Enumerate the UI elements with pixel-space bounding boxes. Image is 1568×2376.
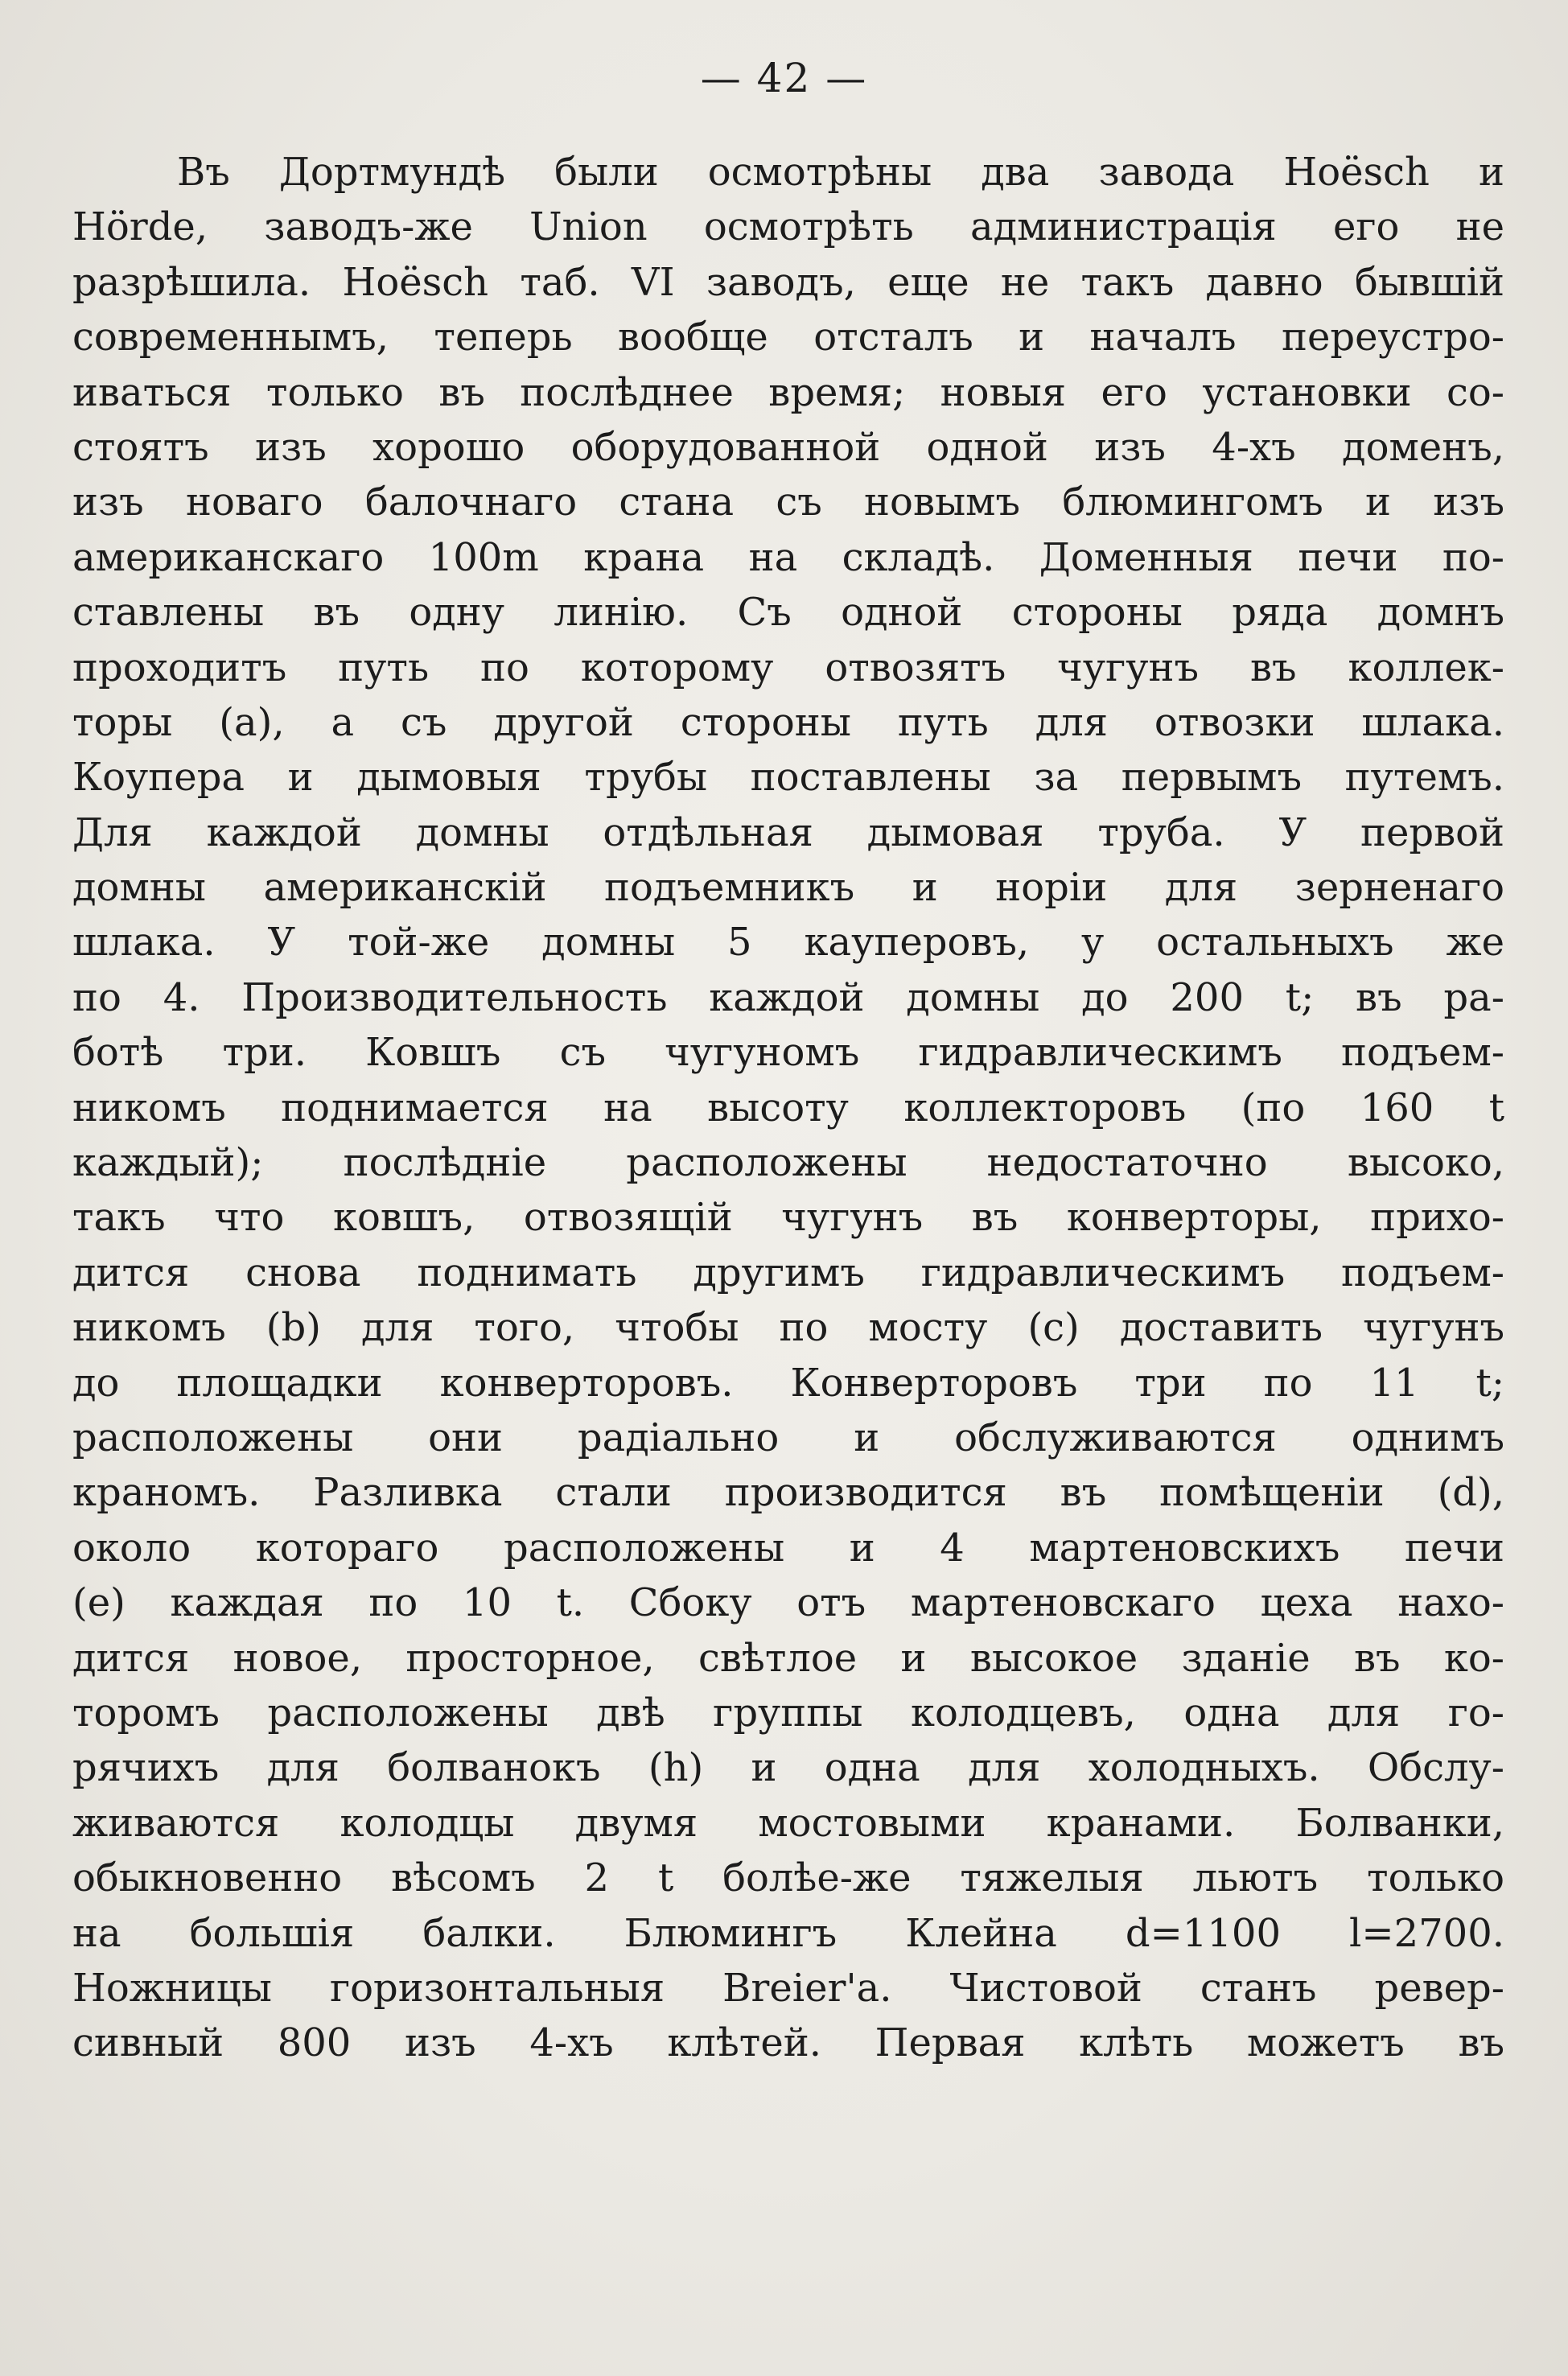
text-line: изъ новаго балочнаго стана съ новымъ блюмингомъ и изъ: [72, 480, 1504, 525]
text-line: расположены они радіально и обслуживаются однимъ: [72, 1414, 1504, 1460]
text-line: живаются колодцы двумя мостовыми кранами. Болванки,: [72, 1800, 1504, 1846]
text-line: никомъ (b) для того, чтобы по мосту (c) доставить чугунъ: [72, 1305, 1504, 1351]
text-line: никомъ поднимается на высоту коллекторовъ (по 160 t: [72, 1085, 1504, 1130]
text-line: современнымъ, теперь вообще отсталъ и началъ переустро-: [72, 315, 1504, 360]
text-line: (e) каждая по 10 t. Сбоку отъ мартеновскаго цеха нахо-: [72, 1580, 1504, 1626]
text-line: домны американскій подъемникъ и норіи для зерненаго: [72, 865, 1504, 911]
text-line: торы (а), а съ другой стороны путь для отвозки шлака.: [72, 699, 1504, 745]
text-line: такъ что ковшъ, отвозящій чугунъ въ конверторы, прихо-: [72, 1195, 1504, 1241]
text-line: шлака. У той-же домны 5 кауперовъ, у остальныхъ же: [72, 920, 1504, 966]
text-line: разрѣшила. Hoësch таб. VI заводъ, еще не такъ давно бывшій: [72, 259, 1504, 305]
text-line: Въ Дортмундѣ были осмотрѣны два завода Hoësch и: [177, 150, 1504, 195]
text-line: Коупера и дымовыя трубы поставлены за первымъ путемъ.: [72, 755, 1504, 801]
text-line: Для каждой домны отдѣльная дымовая труба. У первой: [72, 809, 1504, 855]
text-line: на большія балки. Блюмингъ Клейна d=1100 l=2700.: [72, 1910, 1504, 1956]
text-line: до площадки конверторовъ. Конверторовъ три по 11 t;: [72, 1360, 1504, 1406]
text-line: дится снова поднимать другимъ гидравлическимъ подъем-: [72, 1250, 1504, 1295]
text-line: рячихъ для болванокъ (h) и одна для холодныхъ. Обслу-: [72, 1745, 1504, 1791]
text-line: дится новое, просторное, свѣтлое и высокое зданіе въ ко-: [72, 1635, 1504, 1681]
text-line: около котораго расположены и 4 мартеновскихъ печи: [72, 1525, 1504, 1571]
text-line: обыкновенно вѣсомъ 2 t болѣе-же тяжелыя льютъ только: [72, 1855, 1504, 1901]
text-line: стоятъ изъ хорошо оборудованной одной изъ 4-хъ доменъ,: [72, 424, 1504, 470]
text-line: иваться только въ послѣднее время; новыя его установки со-: [72, 369, 1504, 415]
body-text: [72, 145, 1504, 2071]
text-line: ботѣ три. Ковшъ съ чугуномъ гидравлическимъ подъем-: [72, 1030, 1504, 1076]
text-line: американскаго 100m крана на складѣ. Доменныя печи по-: [72, 534, 1504, 580]
text-line: каждый); послѣдніе расположены недостаточно высоко,: [72, 1140, 1504, 1186]
text-line: Ножницы горизонтальныя Breier'а. Чистовой станъ ревер-: [72, 1965, 1504, 2011]
text-line: Hörde, заводъ-же Union осмотрѣть администрація его не: [72, 204, 1504, 250]
text-line: по 4. Производительность каждой домны до 200 t; въ ра-: [72, 974, 1504, 1020]
text-line: краномъ. Разливка стали производится въ помѣщеніи (d),: [72, 1470, 1504, 1516]
text-line: проходитъ путь по которому отвозятъ чугунъ въ коллек-: [72, 644, 1504, 690]
text-line: торомъ расположены двѣ группы колодцевъ, одна для го-: [72, 1690, 1504, 1736]
text-line: ставлены въ одну линію. Съ одной стороны ряда домнъ: [72, 590, 1504, 636]
page-number: — 42 —: [700, 55, 868, 101]
text-line: сивный 800 изъ 4-хъ клѣтей. Первая клѣть можетъ въ: [72, 2020, 1504, 2066]
